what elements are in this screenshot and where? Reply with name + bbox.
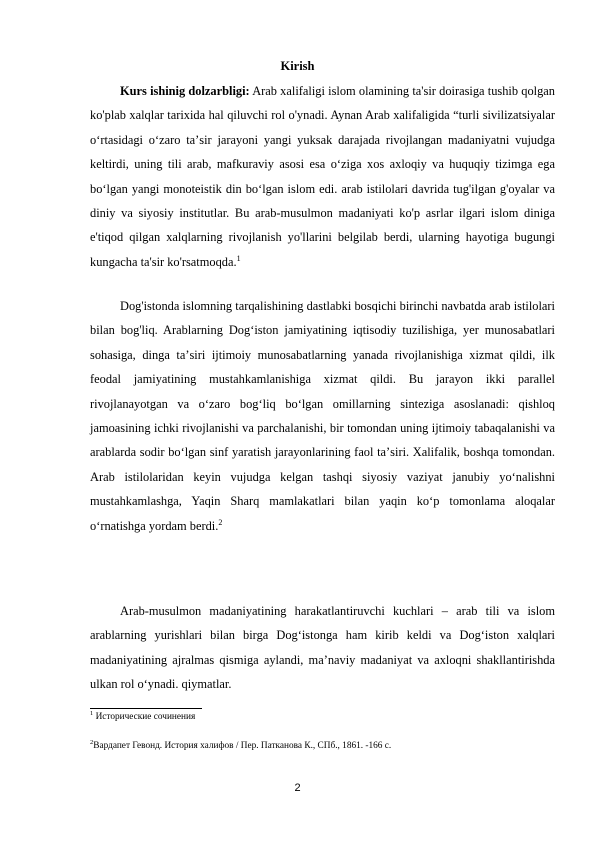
footnote-text: Исторические сочинения	[93, 712, 196, 722]
page-number: 2	[294, 782, 301, 794]
paragraph-text: Dog'istonda islomning tarqalishining dastlabki bosqichi birinchi navbatda arab istilolari bilan bog'liq. Arablarning Dogʻiston jamiyatining iqtisodiy tuzilishiga, yer munosabatlari sohasiga, dinga taʼsiri ijtimoiy munosabatlarning yanada rivojlanishiga xizmat qildi, ilk feodal jamiyatining mustahkamlanishiga xizmat qildi. Bu jarayon ikki parallel rivojlanayotgan va oʻzaro bogʻliq boʻlgan omillarning sinteziga asoslanadi: qishloq jamoasining ichki rivojlanishi va parchalanishi, bir tomondan uning ijtimoiy tabaqalanishi va arablarda sodir boʻlgan sinf yaratish jarayonlarining faol taʼsiri. Xalifalik, boshqa tomondan. Arab istilolaridan keyin vujudga kelgan tashqi siyosiy vaziyat janubiy yoʻnalishni mustahkamlashga, Yaqin Sharq mamlakatlari bilan yaqin koʻp tomonlama aloqalar oʻrnatishga yordam berdi.	[90, 299, 555, 533]
paragraph-lead: Kurs ishinig dolzarbligi:	[120, 84, 250, 98]
paragraph-dagestan-islam	[90, 294, 555, 538]
footnote-ref[interactable]: 1	[236, 253, 241, 263]
paragraph-text: Arab xalifaligi islom olamining ta'sir doirasiga tushib qolgan ko'plab xalqlar tarixida hal qiluvchi rol o'ynadi. Aynan Arab xalifaligida “turli sivilizatsiyalar oʻrtasidagi oʻzaro taʼsir jarayoni yangi yuksak darajada rivojlangan madaniyatni vujudga keltirdi, uning tili arab, mafkuraviy asosi esa oʻziga xos axloqiy va huquqiy tizimga ega boʻlgan yangi monoteistik din boʻlgan islom edi. arab istilolari davrida tug'ilgan g'oyalar va diniy va siyosiy institutlar. Bu arab-musulmon madaniyati ko'p asrlar ilgari islom diniga e'tiqod qilgan xalqlarning rivojlanish yo'llarini belgilab berdi, ularning hayotiga bugungi kungacha ta'sir ko'rsatmoqda.	[90, 84, 555, 269]
footnote-mark: 1	[90, 710, 94, 717]
paragraph-text: Arab-musulmon madaniyatining harakatlantiruvchi kuchlari – arab tili va islom arablarning yurishlari bilan birga Dog‘istonga ham kirib keldi va Dog‘iston xalqlari madaniyatining ajralmas qismiga aylandi, ma’naviy madaniyat va axloqni shakllantirishda ulkan rol o‘ynadi. qiymatlar.	[90, 604, 555, 692]
footnote-1	[90, 711, 555, 723]
footnote-2	[90, 740, 555, 752]
paragraph-arab-culture	[90, 599, 555, 697]
footnote-text: Вардапет Гевонд. История халифов / Пер. Патканова К., СПб., 1861. -166 с.	[93, 741, 392, 751]
paragraph-relevance	[90, 79, 555, 274]
footnote-divider	[90, 708, 202, 709]
footnote-mark: 2	[90, 739, 94, 746]
page-title: Kirish	[280, 59, 315, 73]
footnote-ref[interactable]: 2	[218, 517, 223, 527]
